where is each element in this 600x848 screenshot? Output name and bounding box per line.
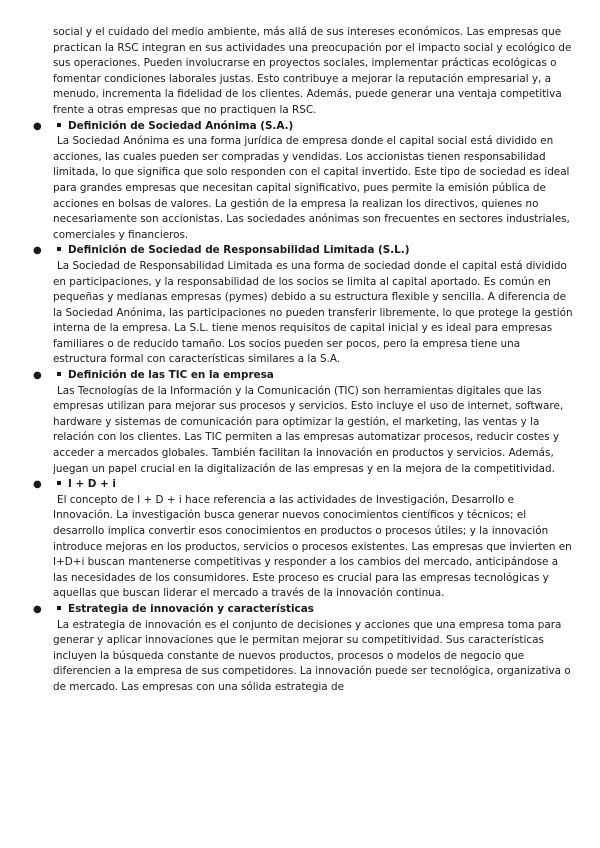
section-idi [33,477,573,602]
section-sl [33,243,573,368]
section-sa [33,119,573,244]
section-title: Estrategia de innovación y características [68,602,314,615]
section-title: Definición de las TIC en la empresa [68,369,274,382]
section-heading [53,119,573,135]
intro-paragraph: social y el cuidado del medio ambiente, más allá de sus intereses económicos. Las empresas que practican la RSC integran en sus actividades una preocupación por el impacto social y ecológico de sus operaciones. Pueden involucrarse en proyectos sociales, implementar prácticas ecológicas o fomentar condiciones laborales justas. Esto contribuye a mejorar la reputación empresarial y, a menudo, incrementa la fidelidad de los clientes. Además, puede generar una ventaja competitiva frente a otras empresas que no practiquen la RSC. [53,26,572,116]
section-innovation-strategy [33,602,573,696]
bullet-dot-icon: ● [33,370,42,382]
section-title: I + D + i [68,478,116,491]
section-heading [53,243,573,259]
bullet-dot-icon: ● [33,479,42,491]
bullet-dot-icon: ● [33,120,42,132]
section-body: La Sociedad de Responsabilidad Limitada es una forma de sociedad donde el capital está dividido en participaciones, y la responsabilidad de los socios se limita al capital aportado. Es común en pequeñas y medianas empresas (pymes) debido a su estructura flexible y sencilla. A diferencia de la Sociedad Anónima, las participaciones no pueden transferir libremente, lo que protege la gestión interna de la empresa. La S.L. tiene menos requisitos de capital inicial y es ideal para empresas familiares o de reducido tamaño. Los socios pueden ser pocos, pero la empresa tiene una estructura formal con características similares a la S.A. [53,259,573,366]
section-heading [53,602,573,618]
section-title: Definición de Sociedad de Responsabilidad Limitada (S.L.) [68,244,410,257]
square-bullet-icon [57,372,61,376]
square-bullet-icon [57,247,61,251]
section-body: La estrategia de innovación es el conjunto de decisiones y acciones que una empresa toma para generar y aplicar innovaciones que le permitan mejorar su competitividad. Sus características incluyen la búsqueda constante de nuevos productos, procesos o modelos de negocio que diferencien a la empresa de sus competidores. La innovación puede ser tecnológica, organizativa o de mercado. Las empresas con una sólida estrategia de [53,618,571,693]
bullet-dot-icon: ● [33,603,42,615]
section-heading [53,368,573,384]
section-tic [33,368,573,477]
section-body: El concepto de I + D + i hace referencia a las actividades de Investigación, Desarrollo e Innovación. La investigación busca generar nuevos conocimientos científicos y técnicos; el desarrollo implica convertir esos conocimientos en productos o procesos útiles; y la innovación introduce mejoras en los productos, servicios o procesos existentes. Las empresas que invierten en I+D+i buscan mantenerse competitivas y responder a los cambios del mercado, anticipándose a las necesidades de los consumidores. Este proceso es crucial para las empresas tecnológicas y aquellas que buscan liderar el mercado a través de la innovación continua. [53,493,572,600]
square-bullet-icon [57,606,61,610]
section-title: Definición de Sociedad Anónima (S.A.) [68,119,294,132]
section-heading [53,477,573,493]
section-body: La Sociedad Anónima es una forma jurídica de empresa donde el capital social está dividido en acciones, las cuales pueden ser compradas y vendidas. Los accionistas tienen responsabilidad limitada, lo que significa que solo responden con el capital invertido. Este tipo de sociedad es ideal para grandes empresas que necesitan capital significativo, pues permite la emisión pública de acciones en bolsas de valores. La gestión de la empresa la realizan los directivos, quienes no necesariamente son accionistas. Las sociedades anónimas son frecuentes en sectores industriales, comerciales y financieros. [53,135,570,241]
document-content [33,25,573,696]
section-body: Las Tecnologías de la Información y la Comunicación (TIC) son herramientas digitales que las empresas utilizan para mejorar sus procesos y servicios. Esto incluye el uso de internet, software, hardware y sistemas de comunicación para optimizar la gestión, el marketing, las ventas y la relación con los clientes. Las TIC permiten a las empresas automatizar procesos, reducir costes y acceder a mercados globales. También facilitan la innovación en productos y servicios. Además, juegan un papel crucial en la digitalización de las empresas y en la mejora de la competitividad. [53,384,564,475]
square-bullet-icon [57,481,61,485]
square-bullet-icon [57,123,61,127]
bullet-dot-icon: ● [33,245,42,257]
